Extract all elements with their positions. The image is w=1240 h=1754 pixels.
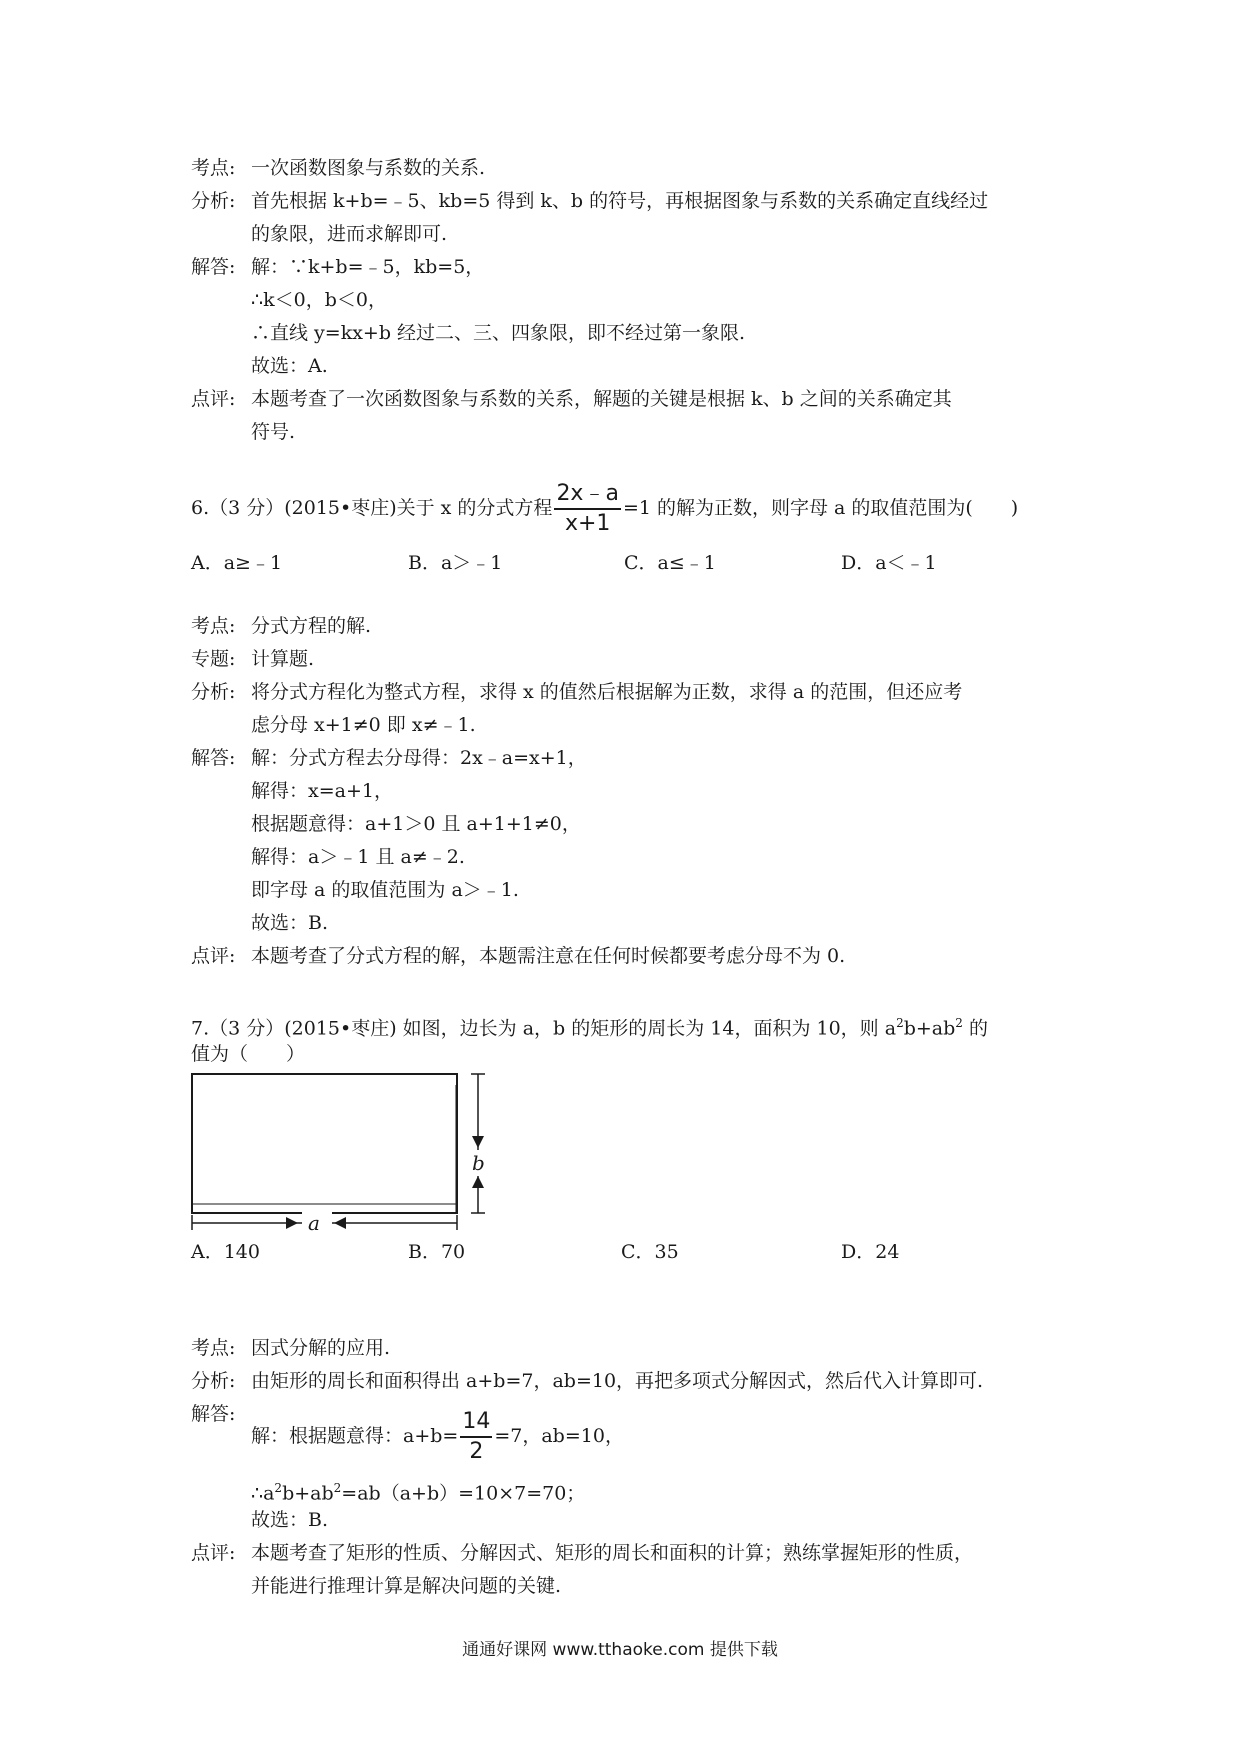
q7-fraction-denominator: 2 — [469, 1439, 484, 1464]
arrow-up-icon — [472, 1176, 484, 1188]
q7-option-a: A．140 — [191, 1241, 260, 1263]
q7-stem-suffix: 的 — [962, 1017, 988, 1040]
q6-dianping-label: 点评: — [191, 945, 236, 967]
q6-stem-prefix: 6.（3 分）(2015•枣庄)关于 x 的分式方程 — [191, 497, 553, 519]
q5-dianping-label: 点评: — [191, 388, 236, 410]
q7-jieda-label: 解答: — [191, 1403, 236, 1425]
q7-jieda-line-1 — [251, 1406, 624, 1466]
q6-option-c: C．a≤﹣1 — [624, 552, 716, 574]
q6-fenxi-text-2: 虑分母 x+1≠0 即 x≠﹣1. — [251, 714, 476, 736]
q7-jieda-2b: b+ab — [282, 1482, 334, 1505]
q5-fenxi-text-1: 首先根据 k+b=﹣5、kb=5 得到 k、b 的符号，再根据图象与系数的关系确定直线经过 — [251, 190, 989, 212]
q7-jieda-suffix: =7，ab=10， — [494, 1425, 624, 1447]
q6-jieda-text-5: 即字母 a 的取值范围为 a＞﹣1. — [251, 879, 519, 901]
q6-fenxi-text-1: 将分式方程化为整式方程，求得 x 的值然后根据解为正数，求得 a 的范围，但还应考 — [251, 681, 963, 703]
q6-zhuanti — [191, 647, 314, 671]
q7-stem-prefix: 7.（3 分）(2015•枣庄) 如图，边长为 a，b 的矩形的周长为 14，面积为 10，则 a — [191, 1017, 897, 1040]
rectangle-shape — [192, 1074, 457, 1213]
arrow-right-icon — [286, 1217, 298, 1229]
q5-dianping — [191, 387, 952, 411]
q6-jieda-text-1: 解：分式方程去分母得：2x﹣a=x+1， — [251, 747, 587, 769]
q6-option-d: D．a＜﹣1 — [841, 552, 937, 574]
q6-kaodian-text: 分式方程的解. — [251, 615, 372, 637]
q5-kaodian — [191, 156, 485, 180]
q6-stem-suffix: =1 的解为正数，则字母 a 的取值范围为( ) — [622, 497, 1019, 519]
q7-rectangle-figure — [190, 1070, 490, 1240]
q6-fraction-denominator: x+1 — [564, 511, 611, 536]
q7-dianping — [191, 1541, 973, 1565]
q7-kaodian-label: 考点: — [191, 1337, 236, 1359]
q6-jieda-label: 解答: — [191, 747, 236, 769]
q6-jieda-text-6: 故选：B. — [251, 912, 329, 934]
arrow-left-icon — [334, 1217, 346, 1229]
q5-jieda-text-4: 故选：A. — [251, 355, 328, 377]
dimension-b-label: b — [472, 1151, 485, 1175]
q7-jieda-sup-2: 2 — [333, 1481, 342, 1495]
q7-jieda-line-3: 故选：B. — [251, 1509, 329, 1531]
arrow-down-icon — [472, 1136, 484, 1148]
q7-jieda-line-2 — [251, 1476, 585, 1505]
q5-jieda-label: 解答: — [191, 256, 236, 278]
q7-dianping-text-1: 本题考查了矩形的性质、分解因式、矩形的周长和面积的计算；熟练掌握矩形的性质， — [251, 1542, 974, 1564]
q7-jieda-prefix: 解：根据题意得：a+b= — [251, 1425, 459, 1447]
q5-jieda-text-2: ∴k＜0，b＜0， — [251, 289, 387, 311]
page-footer: 通通好课网 www.tthaoke.com 提供下载 — [462, 1640, 778, 1660]
q6-fraction — [554, 480, 621, 538]
q7-fenxi — [191, 1369, 983, 1393]
q5-dianping-text-1: 本题考查了一次函数图象与系数的关系，解题的关键是根据 k、b 之间的关系确定其 — [251, 388, 952, 410]
q7-stem-sup-1: 2 — [896, 1016, 904, 1030]
q7-jieda-fraction — [460, 1408, 492, 1466]
q7-jieda-2c: =ab（a+b）=10×7=70； — [341, 1482, 586, 1505]
q7-stem-sup-2: 2 — [955, 1016, 963, 1030]
q6-jieda-text-4: 解得：a＞﹣1 且 a≠﹣2. — [251, 846, 465, 868]
q7-option-d: D．24 — [841, 1241, 900, 1263]
q6-jieda — [191, 746, 587, 770]
q6-dianping — [191, 944, 845, 968]
q5-fenxi-label: 分析: — [191, 190, 236, 212]
q7-jieda-2a: ∴a — [251, 1482, 275, 1505]
q6-zhuanti-text: 计算题. — [251, 648, 315, 670]
q5-fenxi-text-2: 的象限，进而求解即可. — [251, 223, 448, 245]
q5-jieda — [191, 255, 484, 279]
q7-stem-mid: b+ab — [903, 1017, 956, 1040]
q7-option-c: C．35 — [621, 1241, 679, 1263]
q7-fenxi-text-1: 由矩形的周长和面积得出 a+b=7，ab=10，再把多项式分解因式，然后代入计算即可. — [251, 1370, 984, 1392]
q5-jieda-text-3: ∴直线 y=kx+b 经过二、三、四象限，即不经过第一象限. — [251, 322, 746, 344]
q6-fenxi — [191, 680, 962, 704]
q7-stem-2: 值为（ ） — [191, 1043, 306, 1065]
q6-option-b: B．a＞﹣1 — [408, 552, 503, 574]
q6-kaodian-label: 考点: — [191, 615, 236, 637]
q7-kaodian — [191, 1336, 390, 1360]
q7-option-b: B．70 — [408, 1241, 466, 1263]
q7-stem-1 — [191, 1011, 988, 1040]
q5-dianping-text-2: 符号. — [251, 421, 296, 443]
q7-fenxi-label: 分析: — [191, 1370, 236, 1392]
q7-jieda-sup-1: 2 — [274, 1481, 283, 1495]
q6-fenxi-label: 分析: — [191, 681, 236, 703]
q7-fraction-numerator: 14 — [460, 1408, 492, 1438]
dimension-a-label: a — [308, 1211, 320, 1235]
q6-option-a: A．a≥﹣1 — [191, 552, 283, 574]
q6-kaodian — [191, 614, 371, 638]
q6-stem — [191, 478, 1018, 538]
q7-dianping-label: 点评: — [191, 1542, 236, 1564]
q6-dianping-text-1: 本题考查了分式方程的解，本题需注意在任何时候都要考虑分母不为 0. — [251, 945, 846, 967]
q6-fraction-numerator: 2x﹣a — [554, 480, 621, 510]
q7-dianping-text-2: 并能进行推理计算是解决问题的关键. — [251, 1575, 562, 1597]
q7-kaodian-text: 因式分解的应用. — [251, 1337, 391, 1359]
q5-fenxi — [191, 189, 988, 213]
q6-jieda-text-2: 解得：x=a+1， — [251, 780, 393, 802]
q6-zhuanti-label: 专题: — [191, 648, 236, 670]
q5-kaodian-text: 一次函数图象与系数的关系. — [251, 157, 486, 179]
q6-jieda-text-3: 根据题意得：a+1＞0 且 a+1+1≠0， — [251, 813, 581, 835]
q5-kaodian-label: 考点: — [191, 157, 236, 179]
q5-jieda-text-1: 解：∵k+b=﹣5，kb=5， — [251, 256, 485, 278]
